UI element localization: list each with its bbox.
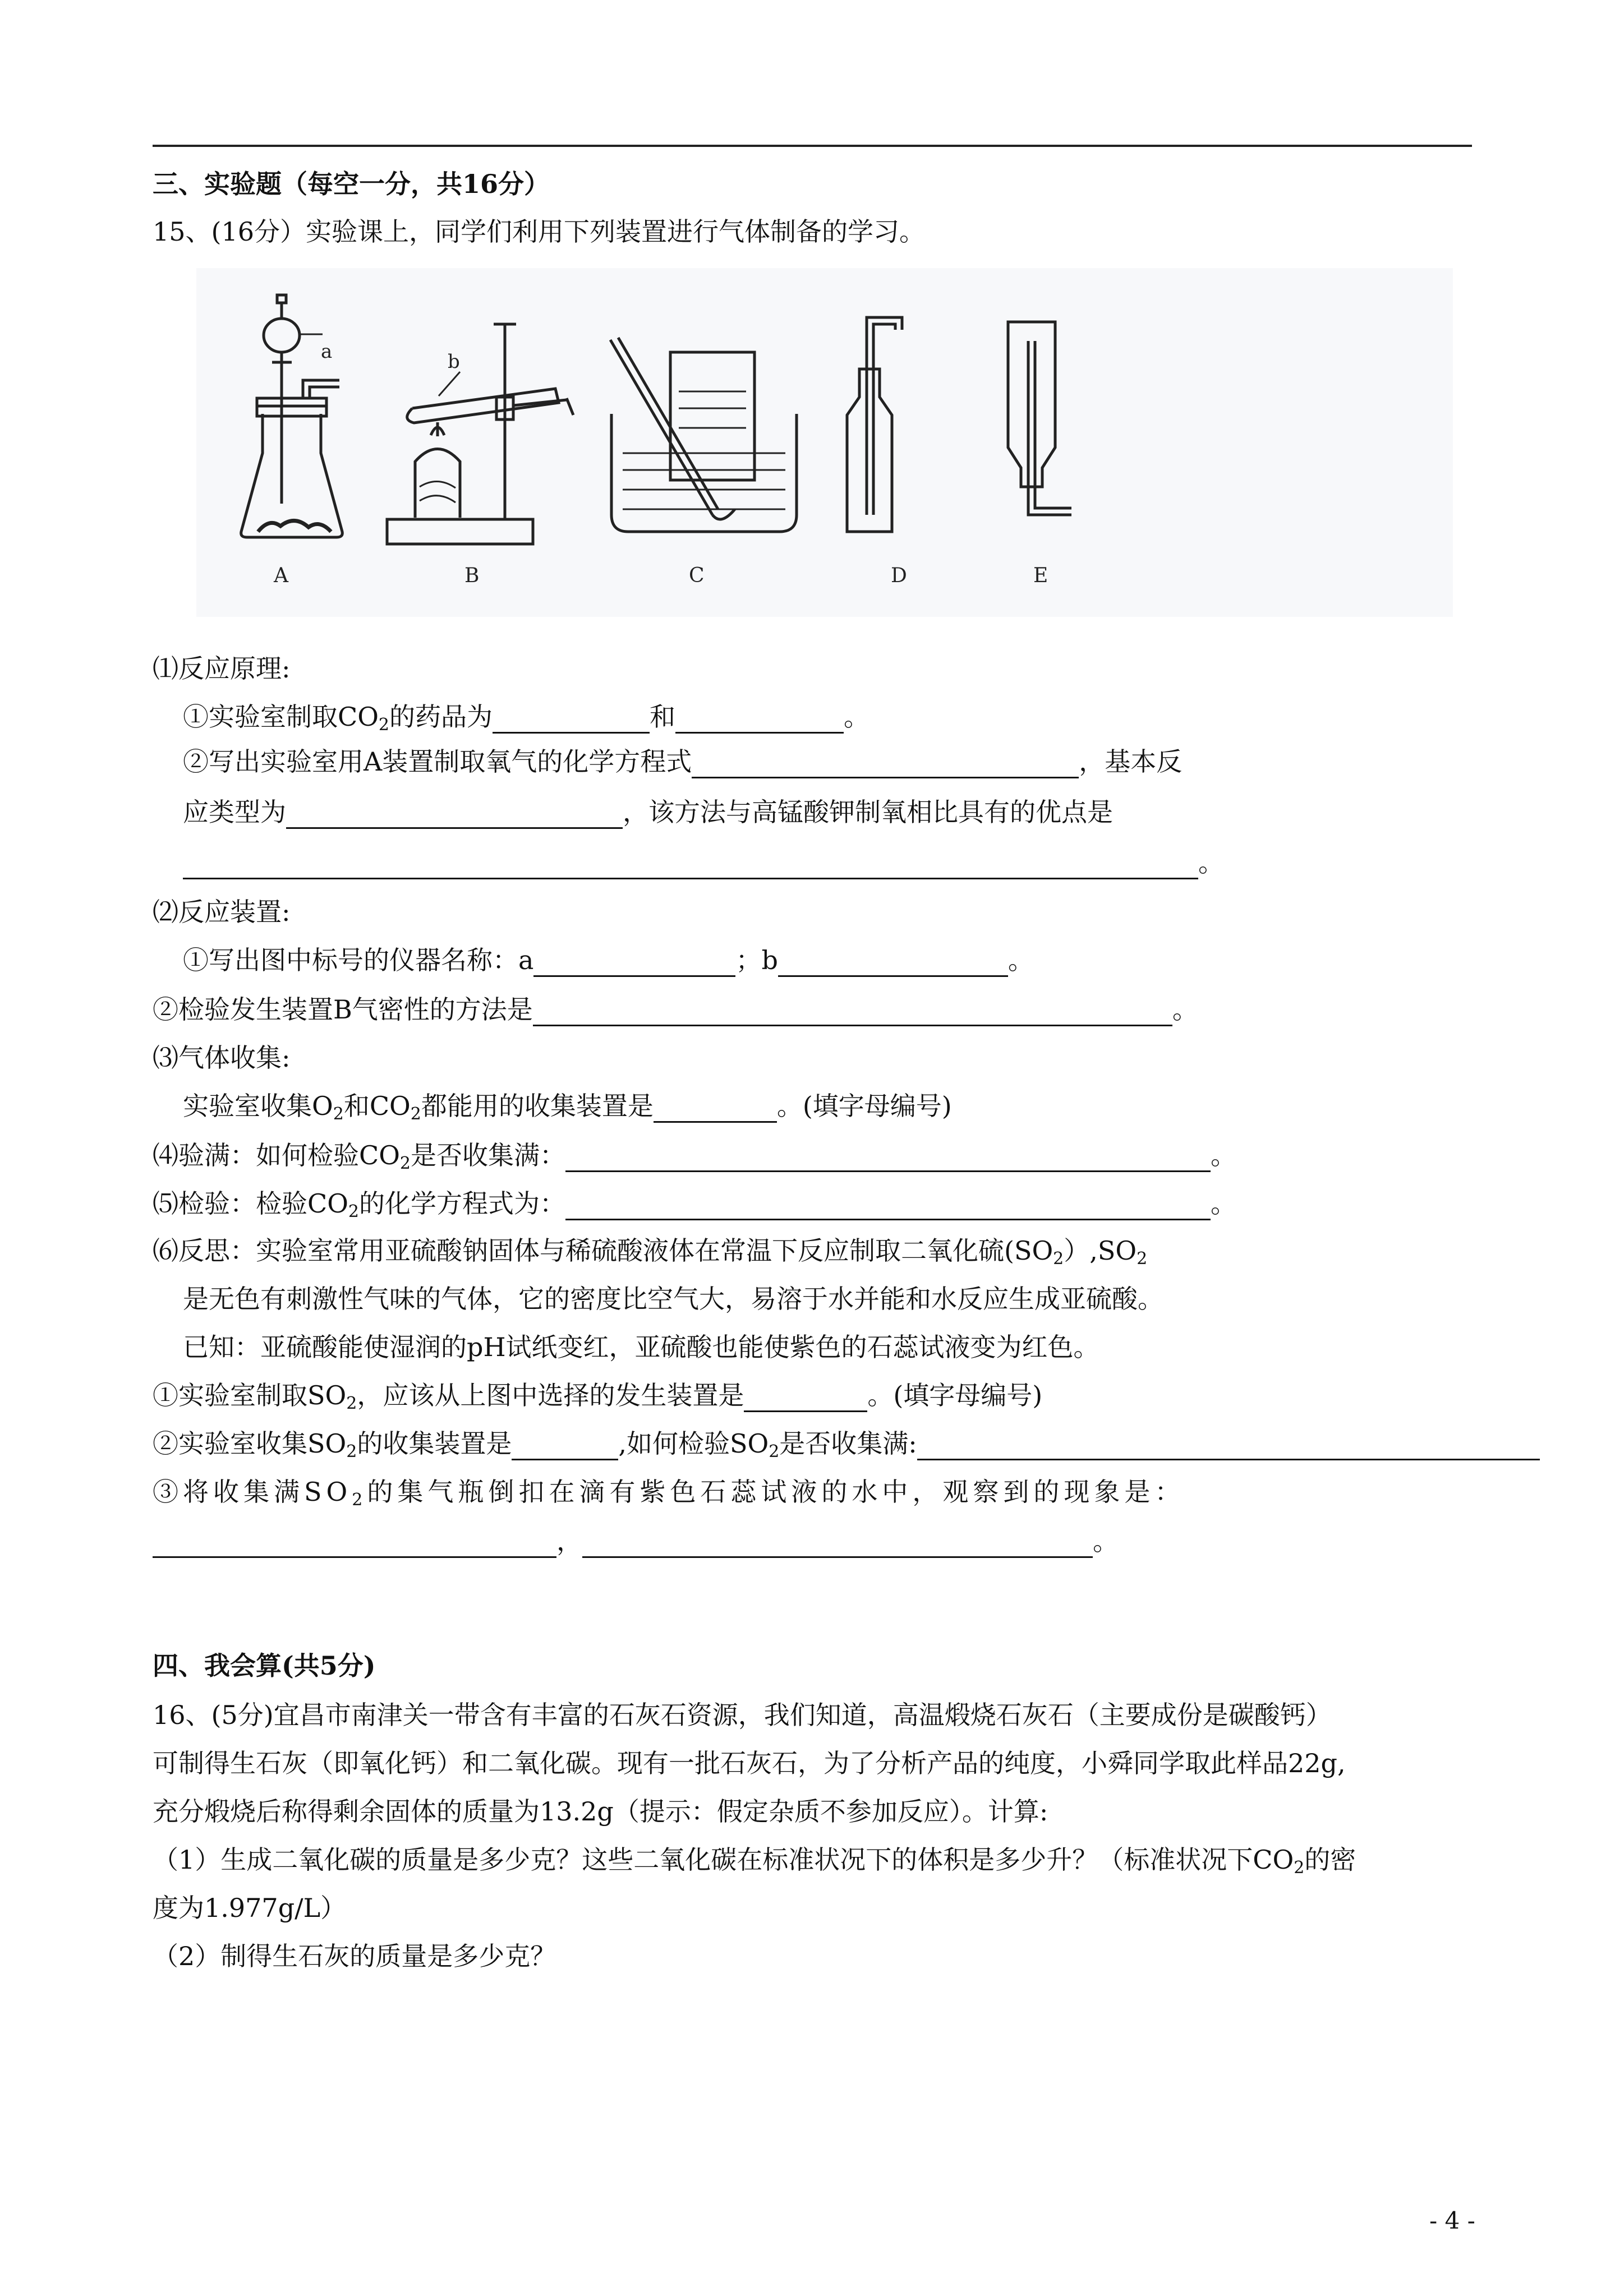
answer-blank[interactable] — [582, 1529, 1093, 1558]
answer-blank[interactable] — [917, 1432, 1540, 1460]
question-15-intro: 15、(16分）实验课上，同学们利用下列装置进行气体制备的学习。 — [153, 216, 926, 247]
question-16-line-2: 可制得生石灰（即氧化钙）和二氧化碳。现有一批石灰石，为了分析产品的纯度，小舜同学取此样品22g, — [153, 1748, 1346, 1778]
question-16-sub-1-cont: 度为1.977g/L） — [153, 1893, 347, 1923]
apparatus-figure — [196, 268, 1453, 617]
part-6-item-3-answers: ， 。 — [153, 1524, 1119, 1558]
part-6-item-3: ③将收集满$SO_2$的集气瓶倒扣在滴有紫色石蕊试液的水中，观察到的现象是： — [153, 1477, 1185, 1510]
part-3-heading: ⑶气体收集: — [153, 1043, 291, 1073]
apparatus-a-flask-with-funnel — [241, 295, 343, 537]
apparatus-b-heating-setup — [387, 324, 573, 544]
section-4-heading: 四、我会算(共5分) — [153, 1650, 376, 1681]
part-1-item-2-advantage: 。 — [183, 846, 1224, 879]
part-1-heading: ⑴反应原理: — [153, 653, 291, 684]
part-6-line-3: 已知：亚硫酸能使湿润的pH试纸变红，亚硫酸也能使紫色的石蕊试液变为红色。 — [183, 1332, 1099, 1362]
label-b: B — [464, 564, 480, 587]
part-6-item-2: ②实验室收集$SO_2$的收集装置是 ,如何检验$SO_2$是否收集满: — [153, 1427, 1540, 1460]
answer-blank[interactable] — [286, 800, 623, 829]
part-5: ⑸检验：检验$CO_2$的化学方程式为： 。 — [153, 1188, 1237, 1221]
answer-blank[interactable] — [654, 1094, 777, 1123]
answer-blank[interactable] — [512, 1432, 618, 1460]
answer-blank[interactable] — [565, 1144, 1211, 1172]
answer-blank[interactable] — [533, 998, 1172, 1026]
callout-a: a — [321, 340, 333, 363]
answer-blank[interactable] — [183, 851, 1198, 879]
part-1-item-2: ②写出实验室用A装置制取氧气的化学方程式 ，基本反 — [183, 745, 1182, 778]
answer-blank[interactable] — [565, 1192, 1211, 1220]
page-number: - 4 - — [1429, 2207, 1475, 2234]
label-d: D — [891, 564, 907, 587]
part-1-item-1: ①实验室制取$CO_2$的药品为 和 。 — [183, 702, 870, 735]
apparatus-d-gas-bottle — [847, 317, 902, 532]
question-16-line-3: 充分煅烧后称得剩余固体的质量为13.2g（提示：假定杂质不参加反应）。计算: — [153, 1796, 1048, 1827]
question-16-sub-2: （2）制得生石灰的质量是多少克？ — [153, 1941, 556, 1971]
label-c: C — [689, 564, 705, 587]
part-4: ⑷验满：如何检验$CO_2$是否收集满： 。 — [153, 1140, 1237, 1173]
part-6-line-1: ⑹反思：实验室常用亚硫酸钠固体与稀硫酸液体在常温下反应制取二氧化硫$(SO_2),SO_2$ — [153, 1235, 1148, 1269]
part-3-item-1: 实验室收集$O_2$和$CO_2$都能用的收集装置是 。(填字母编号) — [183, 1091, 952, 1124]
answer-blank[interactable] — [744, 1384, 867, 1412]
part-6-line-2: 是无色有刺激性气味的气体，它的密度比空气大，易溶于水并能和水反应生成亚硫酸。 — [183, 1284, 1163, 1314]
part-1-item-2-cont: 应类型为 ，该方法与高锰酸钾制氧相比具有的优点是 — [183, 795, 1113, 829]
apparatus-drawing — [196, 268, 1453, 617]
answer-blank[interactable] — [493, 705, 650, 734]
answer-blank[interactable] — [153, 1529, 556, 1558]
label-a: A — [274, 564, 288, 587]
part-2-item-1: ①写出图中标号的仪器名称：a ；b 。 — [183, 943, 1034, 977]
apparatus-c-water-trough — [610, 338, 797, 532]
part-2-item-2: ②检验发生装置B气密性的方法是 。 — [153, 993, 1198, 1026]
answer-blank[interactable] — [675, 705, 844, 734]
apparatus-e-inverted-bottle — [1008, 322, 1071, 515]
answer-blank[interactable] — [778, 948, 1008, 977]
answer-blank[interactable] — [692, 750, 1079, 778]
part-6-item-1: ①实验室制取$SO_2$，应该从上图中选择的发生装置是 。(填字母编号) — [153, 1380, 1043, 1413]
callout-b: b — [448, 351, 460, 373]
label-e: E — [1033, 564, 1048, 587]
answer-blank[interactable] — [533, 948, 735, 977]
part-2-heading: ⑵反应装置: — [153, 897, 291, 927]
question-16-sub-1: （1）生成二氧化碳的质量是多少克？这些二氧化碳在标准状况下的体积是多少升？（标准状况下$CO_2$的密 — [153, 1845, 1356, 1878]
question-16-line-1: 16、(5分)宜昌市南津关一带含有丰富的石灰石资源，我们知道，高温煅烧石灰石（主要成份是碳酸钙） — [153, 1700, 1332, 1730]
section-3-heading: 三、实验题（每空一分，共16分） — [153, 169, 550, 199]
header-rule — [153, 145, 1472, 147]
